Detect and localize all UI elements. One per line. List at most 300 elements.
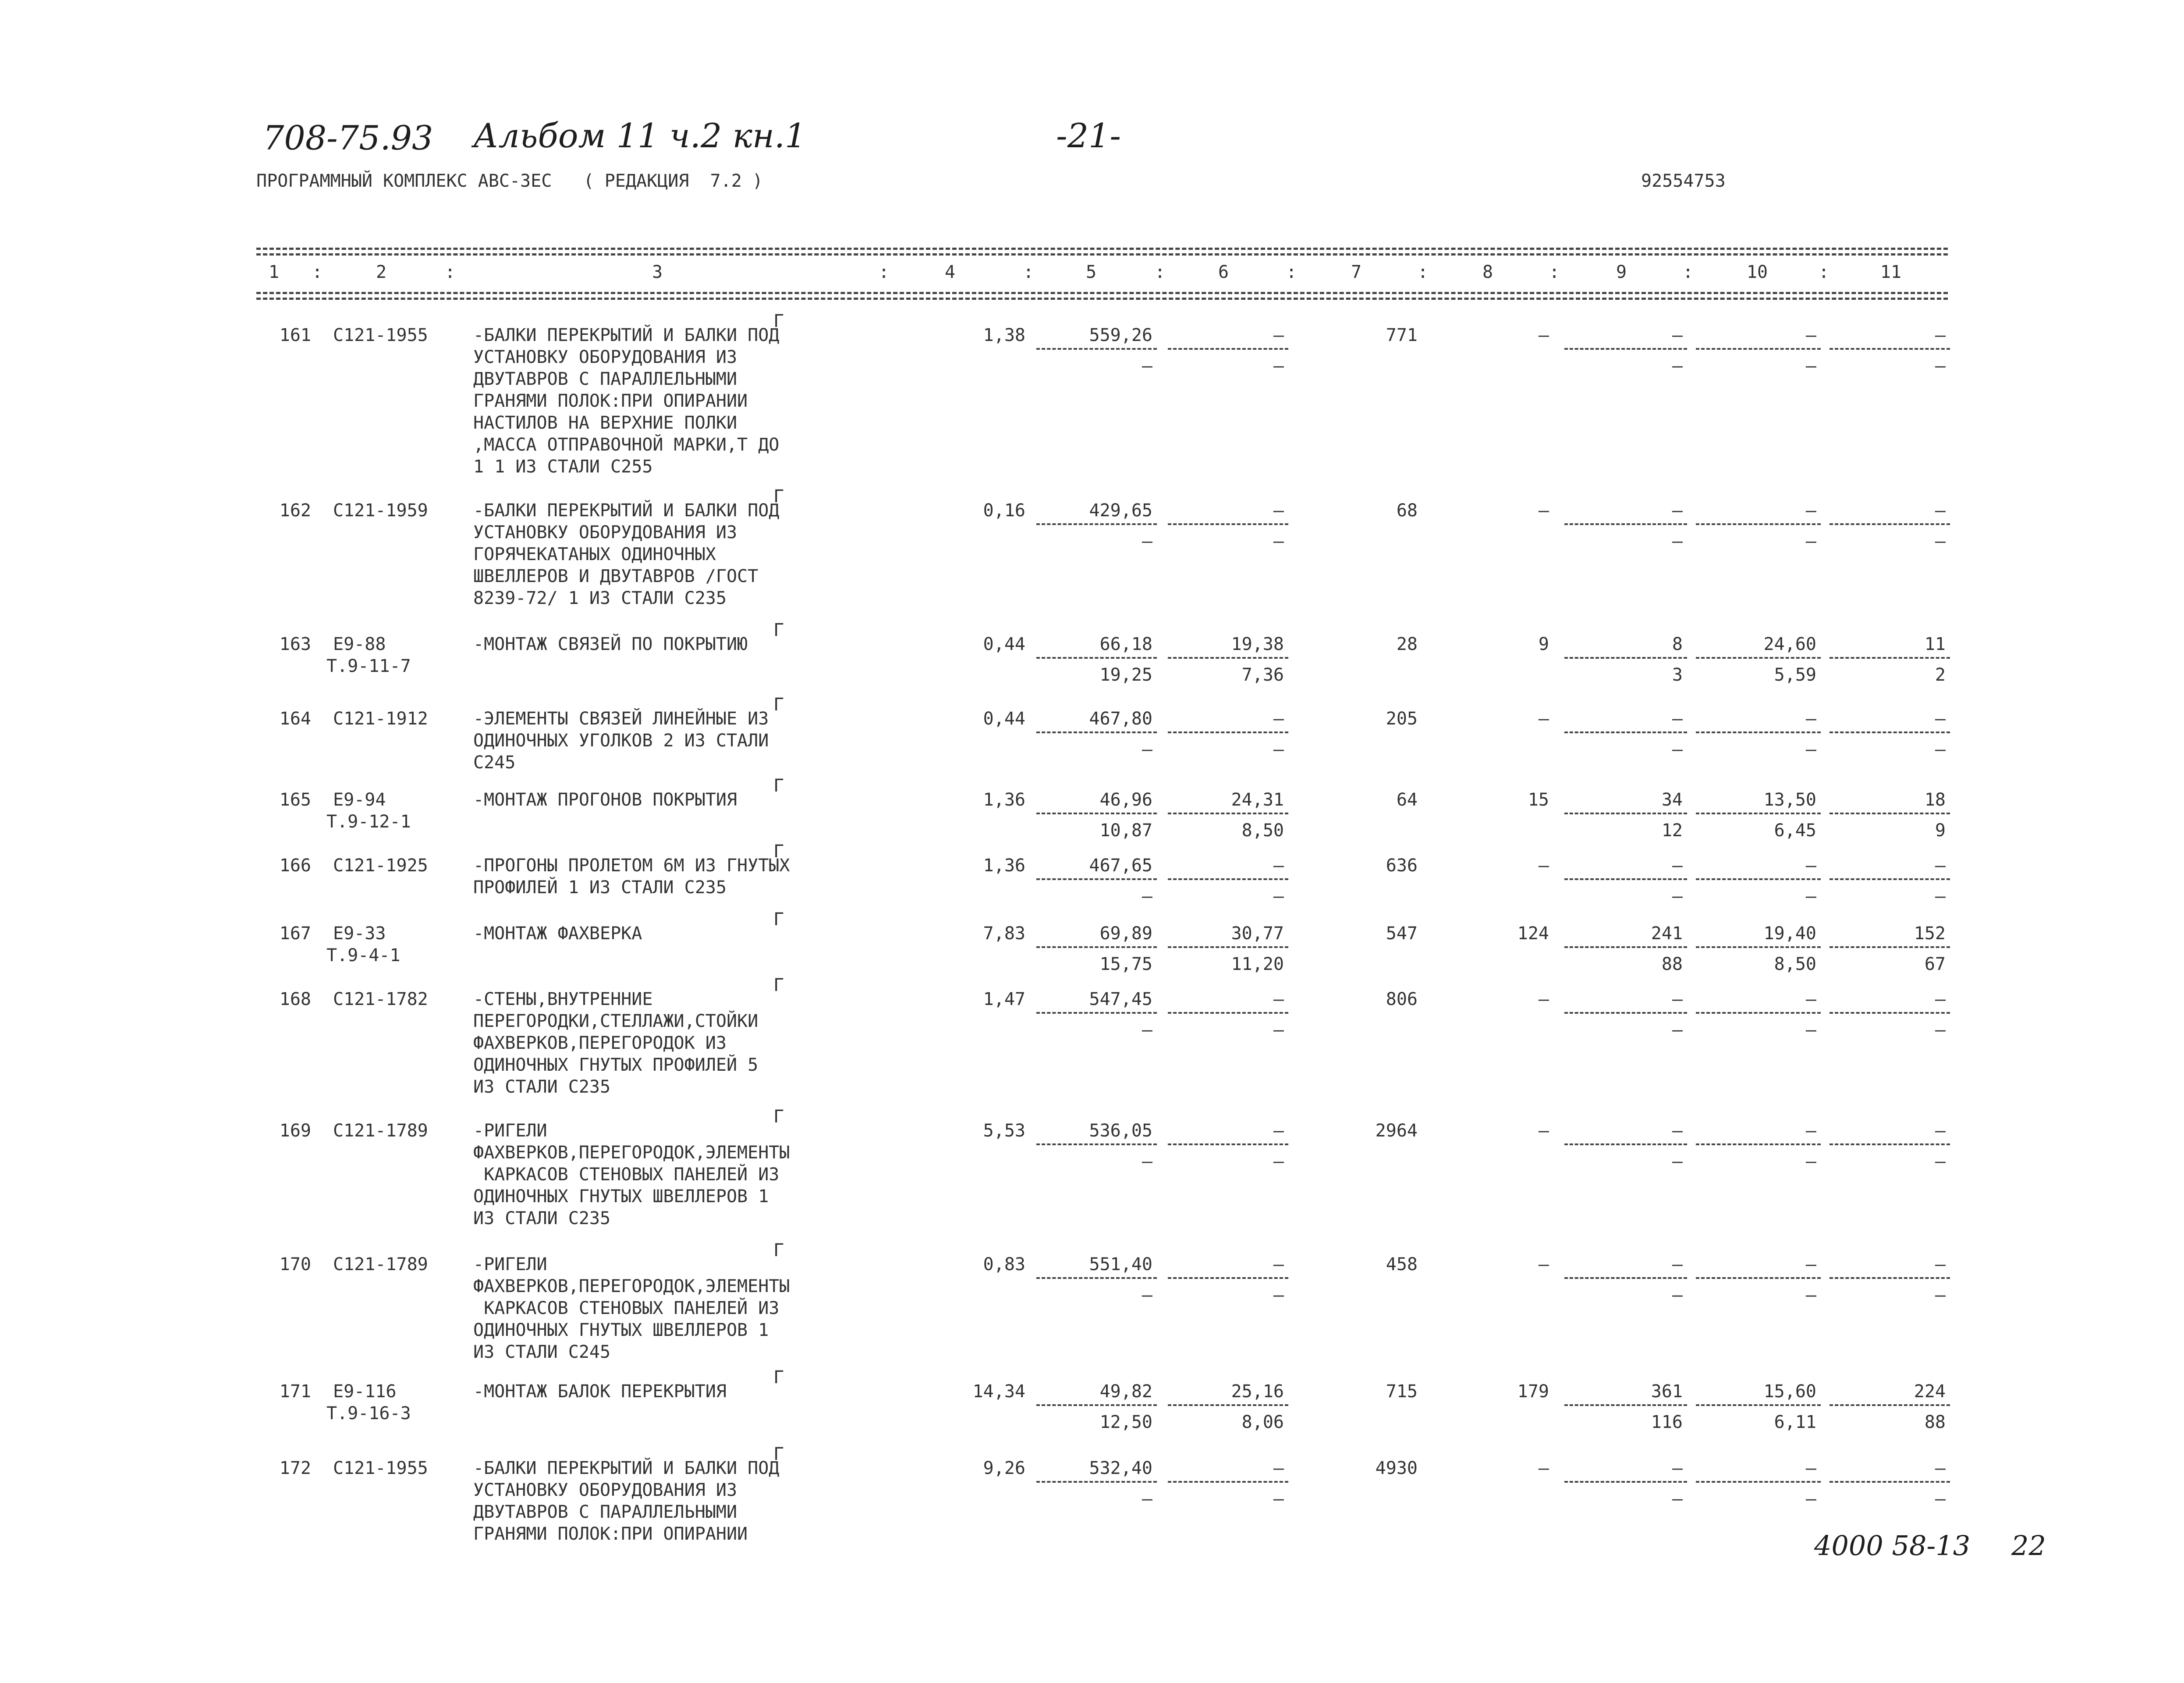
- cell-s9: 88: [1661, 954, 1683, 974]
- cell-s11: 9: [1935, 820, 1946, 841]
- row-description: ОДИНОЧНЫХ УГОЛКОВ 2 ИЗ СТАЛИ: [473, 731, 769, 751]
- cell-c9: 241: [1651, 923, 1683, 944]
- value-underline: [1036, 1277, 1157, 1279]
- cell-c4: 0,16: [983, 501, 1025, 521]
- cell-s5: –: [1142, 531, 1152, 551]
- cell-c6: –: [1273, 1121, 1284, 1141]
- cell-s10: –: [1805, 1151, 1816, 1172]
- value-underline: [1829, 1143, 1950, 1145]
- cell-s5: –: [1142, 1285, 1152, 1305]
- row-description: ФАХВЕРКОВ,ПЕРЕГОРОДОК,ЭЛЕМЕНТЫ: [473, 1276, 790, 1296]
- value-underline: [1564, 348, 1687, 350]
- cell-s6: –: [1273, 886, 1284, 906]
- cell-c8: 179: [1517, 1381, 1549, 1402]
- row-number: 172: [279, 1458, 311, 1478]
- value-underline: [1168, 1277, 1288, 1279]
- cell-c5: 69,89: [1099, 923, 1152, 944]
- cell-s9: –: [1672, 1020, 1683, 1040]
- cell-c4: 1,47: [983, 989, 1025, 1009]
- value-underline: [1696, 1404, 1821, 1406]
- value-underline: [1564, 657, 1687, 659]
- cell-s9: 12: [1661, 820, 1683, 841]
- column-header-6: 6: [1218, 262, 1229, 282]
- row-marker: Г: [773, 1444, 784, 1464]
- cell-s9: –: [1672, 1489, 1683, 1509]
- row-description: ИЗ СТАЛИ С235: [473, 1077, 611, 1097]
- value-underline: [1036, 348, 1157, 350]
- cell-c11: 152: [1914, 923, 1946, 944]
- cell-c9: –: [1672, 325, 1683, 345]
- cell-c11: –: [1935, 1458, 1946, 1478]
- value-underline: [1168, 657, 1288, 659]
- cell-c7: 715: [1386, 1381, 1418, 1402]
- cell-s9: –: [1672, 531, 1683, 551]
- value-underline: [1829, 813, 1950, 814]
- cell-c4: 5,53: [983, 1121, 1025, 1141]
- row-marker: Г: [773, 1106, 784, 1127]
- cell-c11: –: [1935, 989, 1946, 1009]
- column-header-7: 7: [1351, 262, 1362, 282]
- row-description: 1 1 ИЗ СТАЛИ С255: [473, 457, 653, 477]
- row-code: С121-1912: [333, 709, 428, 729]
- cell-c8: 9: [1538, 634, 1549, 654]
- cell-c10: –: [1805, 989, 1816, 1009]
- value-underline: [1564, 813, 1687, 814]
- cell-s9: 116: [1651, 1412, 1683, 1432]
- row-description: -ПРОГОНЫ ПРОЛЕТОМ 6М ИЗ ГНУТЫХ: [473, 856, 790, 876]
- row-marker: Г: [773, 694, 784, 715]
- row-description: -РИГЕЛИ: [473, 1121, 547, 1141]
- cell-s11: –: [1935, 1285, 1946, 1305]
- cell-s5: –: [1142, 1020, 1152, 1040]
- row-description: ОДИНОЧНЫХ ГНУТЫХ ПРОФИЛЕЙ 5: [473, 1055, 759, 1075]
- row-code: Е9-116: [333, 1381, 397, 1402]
- row-description: УСТАНОВКУ ОБОРУДОВАНИЯ ИЗ: [473, 1480, 737, 1500]
- cell-c9: –: [1672, 989, 1683, 1009]
- value-underline: [1829, 523, 1950, 525]
- cell-c7: 636: [1386, 856, 1418, 876]
- row-marker: Г: [773, 909, 784, 930]
- cell-c5: 66,18: [1099, 634, 1152, 654]
- row-code: С121-1925: [333, 856, 428, 876]
- cell-s11: –: [1935, 1489, 1946, 1509]
- cell-s5: 15,75: [1099, 954, 1152, 974]
- cell-s11: –: [1935, 531, 1946, 551]
- row-description: ИЗ СТАЛИ С245: [473, 1342, 611, 1362]
- row-marker: Г: [773, 486, 784, 507]
- row-description: -МОНТАЖ БАЛОК ПЕРЕКРЫТИЯ: [473, 1381, 727, 1402]
- cell-c6: –: [1273, 1254, 1284, 1275]
- cell-s6: 8,06: [1241, 1412, 1284, 1432]
- cell-c10: –: [1805, 1121, 1816, 1141]
- value-underline: [1829, 348, 1950, 350]
- cell-c4: 0,83: [983, 1254, 1025, 1275]
- value-underline: [1564, 1277, 1687, 1279]
- sheet-number-handwritten: 22: [2011, 1530, 2046, 1562]
- value-underline: [1696, 1143, 1821, 1145]
- value-underline: [1696, 813, 1821, 814]
- cell-s5: –: [1142, 886, 1152, 906]
- cell-c8: –: [1538, 989, 1549, 1009]
- cell-c6: 25,16: [1231, 1381, 1284, 1402]
- row-number: 163: [279, 634, 311, 654]
- cell-c4: 0,44: [983, 634, 1025, 654]
- row-code: Е9-33: [333, 923, 386, 944]
- cell-c8: –: [1538, 501, 1549, 521]
- row-description: ОДИНОЧНЫХ ГНУТЫХ ШВЕЛЛЕРОВ 1: [473, 1186, 769, 1207]
- cell-s10: 8,50: [1774, 954, 1816, 974]
- cell-s9: –: [1672, 1285, 1683, 1305]
- row-number: 161: [279, 325, 311, 345]
- row-description: -СТЕНЫ,ВНУТРЕННИЕ: [473, 989, 653, 1009]
- cell-s9: –: [1672, 739, 1683, 760]
- cell-s10: –: [1805, 1020, 1816, 1040]
- row-description: ИЗ СТАЛИ С235: [473, 1208, 611, 1229]
- cell-c7: 547: [1386, 923, 1418, 944]
- row-description: ГРАНЯМИ ПОЛОК:ПРИ ОПИРАНИИ: [473, 391, 748, 411]
- cell-s9: –: [1672, 356, 1683, 376]
- column-separator: :: [445, 262, 456, 282]
- cell-c7: 806: [1386, 989, 1418, 1009]
- value-underline: [1696, 1481, 1821, 1483]
- value-underline: [1036, 813, 1157, 814]
- value-underline: [1036, 657, 1157, 659]
- cell-c6: –: [1273, 856, 1284, 876]
- row-marker: Г: [773, 975, 784, 995]
- column-header-4: 4: [944, 262, 956, 282]
- row-number: 166: [279, 856, 311, 876]
- column-header-10: 10: [1746, 262, 1768, 282]
- column-separator: :: [1023, 262, 1034, 282]
- column-separator: :: [1683, 262, 1694, 282]
- row-number: 165: [279, 790, 311, 810]
- cell-c4: 14,34: [972, 1381, 1025, 1402]
- column-header-8: 8: [1482, 262, 1493, 282]
- cell-s11: –: [1935, 886, 1946, 906]
- row-description: ГРАНЯМИ ПОЛОК:ПРИ ОПИРАНИИ: [473, 1524, 748, 1544]
- cell-c5: 536,05: [1089, 1121, 1152, 1141]
- value-underline: [1564, 523, 1687, 525]
- cell-c7: 28: [1396, 634, 1418, 654]
- value-underline: [1036, 1404, 1157, 1406]
- cell-c5: 547,45: [1089, 989, 1152, 1009]
- row-code: С121-1955: [333, 1458, 428, 1478]
- value-underline: [1168, 1404, 1288, 1406]
- value-underline: [1036, 1143, 1157, 1145]
- cell-s10: –: [1805, 1489, 1816, 1509]
- cell-c7: 2964: [1375, 1121, 1418, 1141]
- cell-c11: –: [1935, 856, 1946, 876]
- value-underline: [1168, 523, 1288, 525]
- cell-s5: –: [1142, 739, 1152, 760]
- cell-c11: –: [1935, 1121, 1946, 1141]
- cell-s6: 7,36: [1241, 665, 1284, 685]
- cell-s5: 19,25: [1099, 665, 1152, 685]
- cell-c4: 7,83: [983, 923, 1025, 944]
- column-header-2: 2: [376, 262, 387, 282]
- row-code: С121-1789: [333, 1121, 428, 1141]
- value-underline: [1168, 731, 1288, 733]
- cell-c10: 13,50: [1763, 790, 1816, 810]
- cell-c7: 205: [1386, 709, 1418, 729]
- cell-s5: 10,87: [1099, 820, 1152, 841]
- cell-c7: 68: [1396, 501, 1418, 521]
- cell-c11: 11: [1924, 634, 1946, 654]
- cell-c6: 19,38: [1231, 634, 1284, 654]
- row-description: ШВЕЛЛЕРОВ И ДВУТАВРОВ /ГОСТ: [473, 566, 759, 586]
- column-separator: :: [312, 262, 323, 282]
- cell-c6: 24,31: [1231, 790, 1284, 810]
- cell-c8: –: [1538, 709, 1549, 729]
- row-number: 168: [279, 989, 311, 1009]
- cell-c6: –: [1273, 325, 1284, 345]
- cell-s6: –: [1273, 1285, 1284, 1305]
- cell-s9: –: [1672, 1151, 1683, 1172]
- cell-c7: 771: [1386, 325, 1418, 345]
- cell-s10: 6,45: [1774, 820, 1816, 841]
- value-underline: [1168, 946, 1288, 948]
- cell-s5: –: [1142, 1151, 1152, 1172]
- value-underline: [1829, 731, 1950, 733]
- row-code: С121-1782: [333, 989, 428, 1009]
- cell-s10: –: [1805, 886, 1816, 906]
- row-number: 164: [279, 709, 311, 729]
- cell-c11: –: [1935, 501, 1946, 521]
- cell-s6: –: [1273, 531, 1284, 551]
- column-separator: :: [1286, 262, 1297, 282]
- row-description: ПЕРЕГОРОДКИ,СТЕЛЛАЖИ,СТОЙКИ: [473, 1011, 759, 1031]
- cell-c8: 15: [1528, 790, 1549, 810]
- row-code: Е9-88: [333, 634, 386, 654]
- row-number: 167: [279, 923, 311, 944]
- value-underline: [1829, 1012, 1950, 1014]
- value-underline: [1564, 946, 1687, 948]
- cell-s6: –: [1273, 1020, 1284, 1040]
- stamp-number-handwritten: 4000 58-13: [1814, 1530, 1971, 1562]
- cell-c8: –: [1538, 1458, 1549, 1478]
- column-separator: :: [1819, 262, 1829, 282]
- cell-c9: –: [1672, 1458, 1683, 1478]
- row-description: -МОНТАЖ СВЯЗЕЙ ПО ПОКРЫТИЮ: [473, 634, 748, 654]
- cell-c4: 1,38: [983, 325, 1025, 345]
- value-underline: [1168, 1143, 1288, 1145]
- cell-c10: –: [1805, 325, 1816, 345]
- value-underline: [1036, 731, 1157, 733]
- cell-s10: –: [1805, 739, 1816, 760]
- row-description: -МОНТАЖ ФАХВЕРКА: [473, 923, 642, 944]
- value-underline: [1036, 1481, 1157, 1483]
- cell-c5: 467,65: [1089, 856, 1152, 876]
- cell-c10: –: [1805, 1254, 1816, 1275]
- value-underline: [1168, 878, 1288, 880]
- row-number: 171: [279, 1381, 311, 1402]
- row-description: ДВУТАВРОВ С ПАРАЛЛЕЛЬНЫМИ: [473, 1502, 737, 1522]
- cell-s11: –: [1935, 1151, 1946, 1172]
- cell-c5: 559,26: [1089, 325, 1152, 345]
- column-header-1: 1: [268, 262, 280, 282]
- cell-c10: –: [1805, 709, 1816, 729]
- value-underline: [1036, 878, 1157, 880]
- cell-c4: 9,26: [983, 1458, 1025, 1478]
- cell-c11: –: [1935, 709, 1946, 729]
- value-underline: [1168, 1481, 1288, 1483]
- value-underline: [1696, 348, 1821, 350]
- column-header-5: 5: [1085, 262, 1097, 282]
- row-description: -БАЛКИ ПЕРЕКРЫТИЙ И БАЛКИ ПОД: [473, 501, 780, 521]
- cell-c9: 361: [1651, 1381, 1683, 1402]
- value-underline: [1696, 523, 1821, 525]
- cell-c9: 8: [1672, 634, 1683, 654]
- cell-c8: –: [1538, 856, 1549, 876]
- cell-c8: –: [1538, 325, 1549, 345]
- cell-c9: 34: [1661, 790, 1683, 810]
- program-title: ПРОГРАММНЫЙ КОМПЛЕКС АВС-3ЕС ( РЕДАКЦИЯ 7.2 ): [256, 171, 763, 191]
- cell-s6: –: [1273, 739, 1284, 760]
- value-underline: [1696, 731, 1821, 733]
- row-description: ОДИНОЧНЫХ ГНУТЫХ ШВЕЛЛЕРОВ 1: [473, 1320, 769, 1340]
- cell-s10: –: [1805, 531, 1816, 551]
- column-separator: :: [1155, 262, 1166, 282]
- cell-c8: –: [1538, 1254, 1549, 1275]
- cell-c10: –: [1805, 856, 1816, 876]
- value-underline: [1829, 657, 1950, 659]
- row-description: УСТАНОВКУ ОБОРУДОВАНИЯ ИЗ: [473, 347, 737, 367]
- cell-s10: –: [1805, 356, 1816, 376]
- cell-c11: –: [1935, 325, 1946, 345]
- cell-c11: 224: [1914, 1381, 1946, 1402]
- cell-c8: 124: [1517, 923, 1549, 944]
- row-number: 162: [279, 501, 311, 521]
- cell-s11: 88: [1924, 1412, 1946, 1432]
- row-description: -ЭЛЕМЕНТЫ СВЯЗЕЙ ЛИНЕЙНЫЕ ИЗ: [473, 709, 769, 729]
- row-description: -МОНТАЖ ПРОГОНОВ ПОКРЫТИЯ: [473, 790, 737, 810]
- row-description: 8239-72/ 1 ИЗ СТАЛИ С235: [473, 588, 727, 608]
- cell-c4: 1,36: [983, 790, 1025, 810]
- cell-c9: –: [1672, 1121, 1683, 1141]
- cell-c5: 551,40: [1089, 1254, 1152, 1275]
- cell-c4: 1,36: [983, 856, 1025, 876]
- value-underline: [1564, 1012, 1687, 1014]
- cell-s6: 11,20: [1231, 954, 1284, 974]
- cell-s6: –: [1273, 1151, 1284, 1172]
- row-marker: Г: [773, 775, 784, 796]
- row-marker: Г: [773, 1367, 784, 1388]
- cell-c5: 46,96: [1099, 790, 1152, 810]
- cell-c6: –: [1273, 989, 1284, 1009]
- column-header-11: 11: [1880, 262, 1902, 282]
- row-description: КАРКАСОВ СТЕНОВЫХ ПАНЕЛЕЙ ИЗ: [473, 1298, 780, 1318]
- row-description: ДВУТАВРОВ С ПАРАЛЛЕЛЬНЫМИ: [473, 369, 737, 389]
- row-description: -БАЛКИ ПЕРЕКРЫТИЙ И БАЛКИ ПОД: [473, 325, 780, 345]
- cell-s11: 67: [1924, 954, 1946, 974]
- row-description: КАРКАСОВ СТЕНОВЫХ ПАНЕЛЕЙ ИЗ: [473, 1165, 780, 1185]
- cell-c11: –: [1935, 1254, 1946, 1275]
- row-description: УСТАНОВКУ ОБОРУДОВАНИЯ ИЗ: [473, 522, 737, 543]
- row-code: Т.9-16-3: [326, 1403, 411, 1424]
- row-description: ФАХВЕРКОВ,ПЕРЕГОРОДОК,ЭЛЕМЕНТЫ: [473, 1143, 790, 1163]
- album-handwritten: Альбом 11 ч.2 кн.1: [473, 116, 806, 155]
- cell-s6: 8,50: [1241, 820, 1284, 841]
- row-marker: Г: [773, 311, 784, 331]
- value-underline: [1564, 1481, 1687, 1483]
- document-code: 92554753: [1641, 171, 1726, 191]
- row-description: -БАЛКИ ПЕРЕКРЫТИЙ И БАЛКИ ПОД: [473, 1458, 780, 1478]
- row-code: Т.9-12-1: [326, 812, 411, 832]
- row-description: ГОРЯЧЕКАТАНЫХ ОДИНОЧНЫХ: [473, 544, 716, 565]
- value-underline: [1168, 1012, 1288, 1014]
- value-underline: [1696, 1277, 1821, 1279]
- cell-s6: –: [1273, 356, 1284, 376]
- cell-c10: –: [1805, 1458, 1816, 1478]
- cell-s11: 2: [1935, 665, 1946, 685]
- row-description: НАСТИЛОВ НА ВЕРХНИЕ ПОЛКИ: [473, 413, 737, 433]
- row-code: С121-1955: [333, 325, 428, 345]
- cell-c9: –: [1672, 501, 1683, 521]
- header-rule-top-2: [256, 253, 1948, 256]
- row-number: 169: [279, 1121, 311, 1141]
- value-underline: [1564, 731, 1687, 733]
- cell-c6: 30,77: [1231, 923, 1284, 944]
- value-underline: [1696, 1012, 1821, 1014]
- cell-s5: –: [1142, 356, 1152, 376]
- cell-c5: 49,82: [1099, 1381, 1152, 1402]
- cell-c11: 18: [1924, 790, 1946, 810]
- value-underline: [1564, 1404, 1687, 1406]
- cell-c10: –: [1805, 501, 1816, 521]
- column-header-9: 9: [1616, 262, 1627, 282]
- cell-s5: –: [1142, 1489, 1152, 1509]
- row-description: С245: [473, 753, 516, 773]
- value-underline: [1564, 1143, 1687, 1145]
- cell-c10: 24,60: [1763, 634, 1816, 654]
- cell-c5: 467,80: [1089, 709, 1152, 729]
- value-underline: [1168, 348, 1288, 350]
- cell-c7: 4930: [1375, 1458, 1418, 1478]
- value-underline: [1036, 523, 1157, 525]
- value-underline: [1696, 878, 1821, 880]
- row-code: С121-1959: [333, 501, 428, 521]
- cell-c8: –: [1538, 1121, 1549, 1141]
- value-underline: [1696, 946, 1821, 948]
- cell-s10: 6,11: [1774, 1412, 1816, 1432]
- cell-s9: 3: [1672, 665, 1683, 685]
- cell-c6: –: [1273, 501, 1284, 521]
- cell-c5: 429,65: [1089, 501, 1152, 521]
- row-marker: Г: [773, 841, 784, 862]
- row-code: Т.9-11-7: [326, 656, 411, 676]
- header-rule-bottom-2: [256, 298, 1948, 300]
- row-code: С121-1789: [333, 1254, 428, 1275]
- cell-c7: 458: [1386, 1254, 1418, 1275]
- header-rule-bottom: [256, 292, 1948, 294]
- cell-c6: –: [1273, 709, 1284, 729]
- cell-c9: –: [1672, 1254, 1683, 1275]
- row-number: 170: [279, 1254, 311, 1275]
- row-marker: Г: [773, 620, 784, 640]
- value-underline: [1829, 1404, 1950, 1406]
- value-underline: [1829, 878, 1950, 880]
- cell-c10: 19,40: [1763, 923, 1816, 944]
- row-code: Е9-94: [333, 790, 386, 810]
- column-header-3: 3: [652, 262, 663, 282]
- cell-c7: 64: [1396, 790, 1418, 810]
- row-code: Т.9-4-1: [326, 945, 401, 966]
- cell-s11: –: [1935, 739, 1946, 760]
- cell-c9: –: [1672, 856, 1683, 876]
- value-underline: [1168, 813, 1288, 814]
- cell-s11: –: [1935, 356, 1946, 376]
- row-description: ПРОФИЛЕЙ 1 ИЗ СТАЛИ С235: [473, 877, 727, 898]
